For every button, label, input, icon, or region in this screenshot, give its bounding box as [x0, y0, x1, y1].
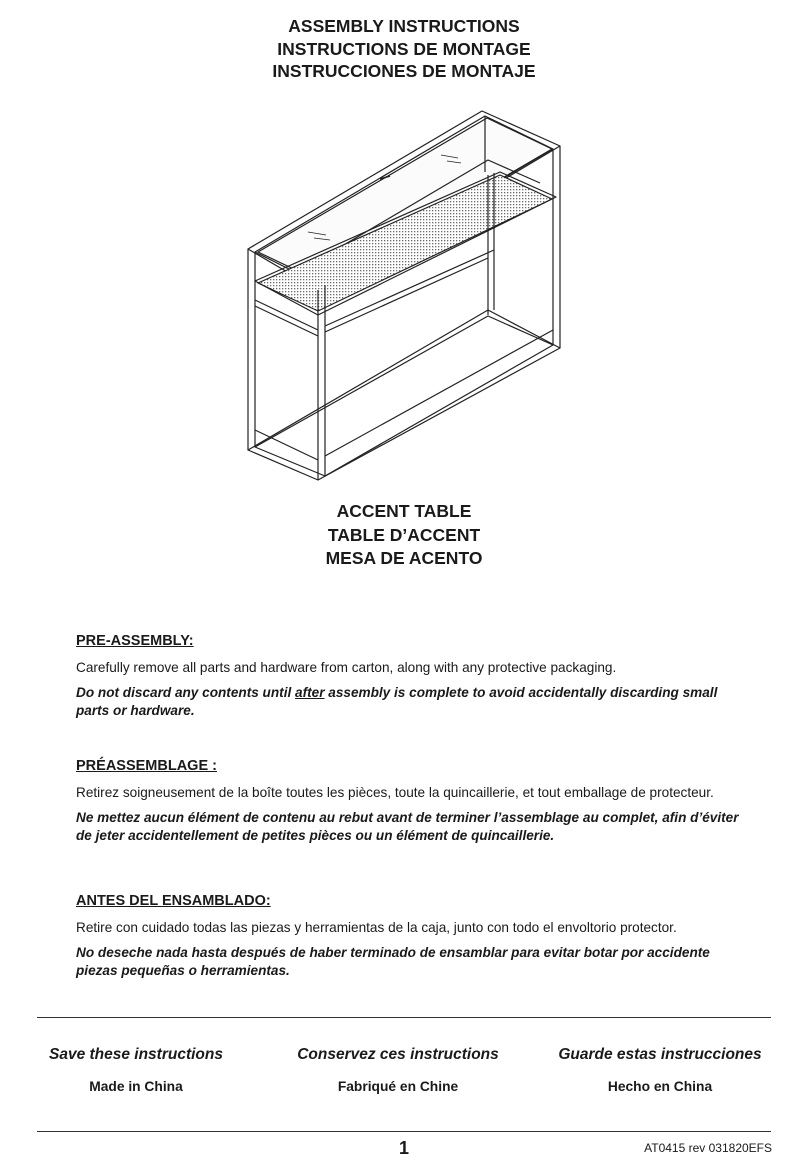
title-block	[0, 15, 808, 83]
divider-top	[37, 1017, 771, 1018]
emphasis-after: after	[295, 685, 325, 700]
save-instructions-spanish: Guarde estas instrucciones	[558, 1046, 762, 1063]
section-body: Retirez soigneusement de la boîte toutes les pièces, toute la quincaillerie, et tout emballage de protecteur.	[76, 785, 714, 800]
section-warning: No deseche nada hasta después de haber terminado de ensamblar para evitar botar por accidente piezas pequeñas o herramientas.	[76, 945, 710, 978]
document-code: AT0415 rev 031820EFS	[644, 1141, 772, 1155]
save-instructions-french: Conservez ces instructions	[297, 1046, 499, 1063]
made-in-spanish: Hecho en China	[607, 1079, 713, 1094]
made-in-english: Made in China	[89, 1079, 183, 1094]
footer-column-english	[6, 1044, 266, 1094]
product-name-english: ACCENT TABLE	[336, 501, 472, 521]
title-french: INSTRUCTIONS DE MONTAGE	[277, 38, 531, 59]
footer-column-french	[268, 1044, 528, 1094]
save-instructions-english: Save these instructions	[48, 1046, 223, 1063]
product-name-spanish: MESA DE ACENTO	[325, 548, 483, 568]
divider-bottom	[37, 1131, 771, 1132]
section-heading: PRE-ASSEMBLY:	[76, 633, 194, 649]
section-heading: ANTES DEL ENSAMBLADO:	[76, 893, 271, 909]
section-body: Carefully remove all parts and hardware from carton, along with any protective packaging.	[76, 660, 617, 675]
accent-table-illustration	[238, 103, 572, 490]
footer-column-spanish	[530, 1044, 790, 1094]
section-warning: Ne mettez aucun élément de contenu au rebut avant de terminer l’assemblage au complet, afin d’éviter de jeter accidentellement de petites pièces ou un élément de quincaillerie.	[76, 810, 739, 843]
pre-assembly-section-french	[76, 758, 746, 852]
page-number: 1	[398, 1138, 409, 1158]
section-body: Retire con cuidado todas las piezas y herramientas de la caja, junto con todo el envoltorio protector.	[76, 920, 677, 935]
pre-assembly-section-spanish	[76, 893, 746, 987]
product-name-block	[0, 500, 808, 571]
title-english: ASSEMBLY INSTRUCTIONS	[288, 16, 520, 36]
pre-assembly-section-english	[76, 633, 746, 727]
section-warning: Do not discard any contents until after assembly is complete to avoid accidentally discarding small parts or hardware.	[76, 685, 718, 718]
product-name-french: TABLE D’ACCENT	[327, 524, 481, 545]
section-heading: PRÉASSEMBLAGE :	[76, 758, 217, 774]
made-in-french: Fabriqué en Chine	[337, 1079, 459, 1094]
title-spanish: INSTRUCCIONES DE MONTAJE	[272, 61, 536, 81]
